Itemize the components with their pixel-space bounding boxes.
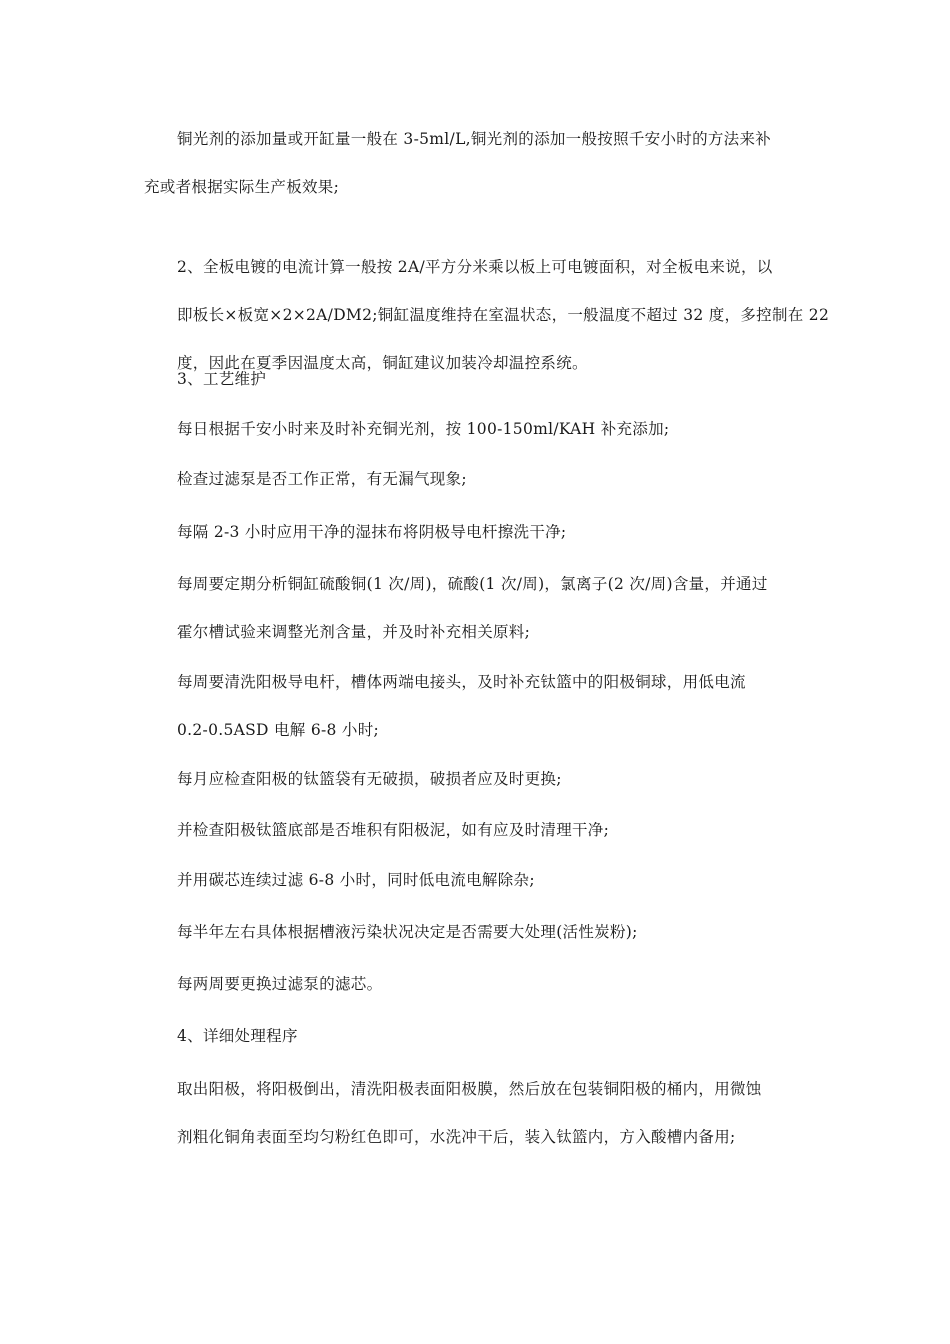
- heading-text: 4、详细处理程序: [177, 1027, 298, 1045]
- text-line: 每月应检查阳极的钛篮袋有无破损，破损者应及时更换;: [177, 770, 562, 788]
- text-line: 并用碳芯连续过滤 6-8 小时，同时低电流电解除杂;: [177, 871, 535, 889]
- paragraph-anode-sludge: [144, 806, 812, 854]
- paragraph-anode-processing: [144, 1065, 812, 1161]
- paragraph-brightener-dosage: [144, 115, 812, 211]
- paragraph-half-year-treatment: [144, 908, 812, 956]
- text-line: 每周要定期分析铜缸硫酸铜(1 次/周)，硫酸(1 次/周)，氯离子(2 次/周)含量，并通过: [177, 575, 768, 593]
- paragraph-cathode-bar-clean: [144, 508, 812, 556]
- text-line: 取出阳极，将阳极倒出，清洗阳极表面阳极膜，然后放在包装铜阳极的桶内，用微蚀: [177, 1080, 762, 1098]
- text-line: 铜光剂的添加量或开缸量一般在 3-5ml/L,铜光剂的添加一般按照千安小时的方法来补: [177, 130, 772, 148]
- paragraph-weekly-analysis: [144, 560, 812, 656]
- text-line: 度，因此在夏季因温度太高，铜缸建议加装冷却温控系统。: [177, 354, 588, 372]
- text-line: 2、全板电镀的电流计算一般按 2A/平方分米乘以板上可电镀面积，对全板电来说，以: [177, 258, 773, 276]
- paragraph-daily-replenish: [144, 405, 812, 453]
- paragraph-monthly-bag-check: [144, 755, 812, 803]
- text-line: 并检查阳极钛篮底部是否堆积有阳极泥，如有应及时清理干净;: [177, 821, 610, 839]
- section-heading-maintenance: [144, 355, 812, 403]
- text-line: 检查过滤泵是否工作正常，有无漏气现象;: [177, 470, 467, 488]
- text-line: 0.2-0.5ASD 电解 6-8 小时;: [177, 721, 380, 739]
- text-line: 每两周要更换过滤泵的滤芯。: [177, 975, 383, 993]
- text-line: 充或者根据实际生产板效果;: [144, 178, 340, 196]
- text-line: 霍尔槽试验来调整光剂含量，并及时补充相关原料;: [177, 623, 531, 641]
- text-line: 每日根据千安小时来及时补充铜光剂，按 100-150ml/KAH 补充添加;: [177, 420, 670, 438]
- paragraph-filter-pump-check: [144, 455, 812, 503]
- section-heading-procedure: [144, 1012, 812, 1060]
- text-line: 剂粗化铜角表面至均匀粉红色即可，水洗冲干后，装入钛篮内，方入酸槽内备用;: [177, 1128, 736, 1146]
- text-line: 每隔 2-3 小时应用干净的湿抹布将阴极导电杆擦洗干净;: [177, 523, 567, 541]
- text-line: 每周要清洗阳极导电杆，槽体两端电接头，及时补充钛篮中的阳极铜球，用低电流: [177, 673, 746, 691]
- text-line: 即板长×板宽×2×2A/DM2;铜缸温度维持在室温状态，一般温度不超过 32 度，多控制在 22: [177, 306, 830, 324]
- paragraph-anode-bar-clean: [144, 658, 812, 754]
- heading-text: 3、工艺维护: [177, 370, 267, 388]
- text-line: 每半年左右具体根据槽液污染状况决定是否需要大处理(活性炭粉);: [177, 923, 638, 941]
- paragraph-filter-cartridge: [144, 960, 812, 1008]
- paragraph-carbon-filtration: [144, 856, 812, 904]
